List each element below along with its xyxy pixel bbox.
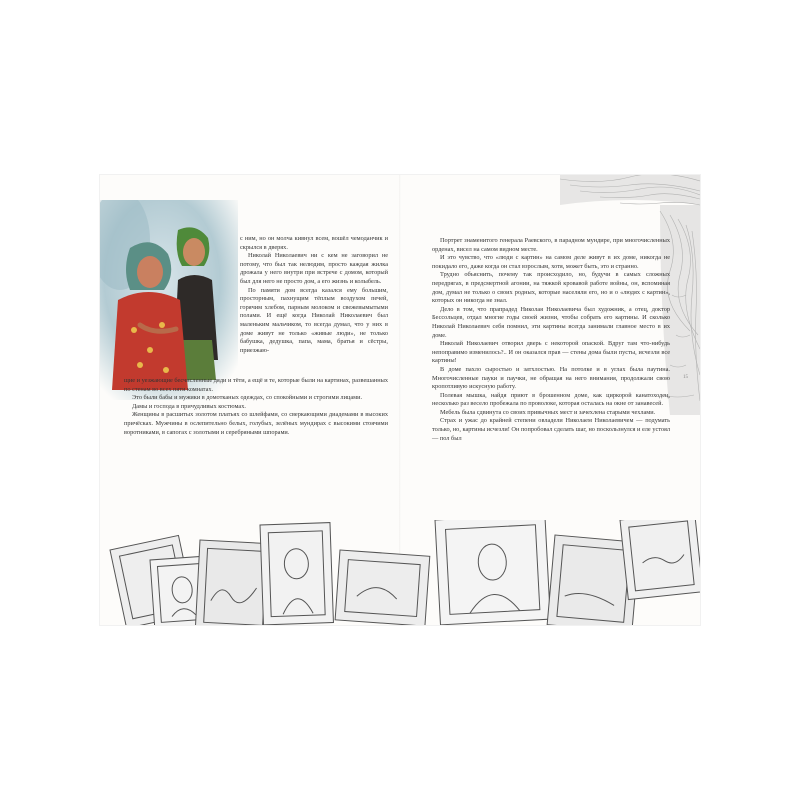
paragraph: И это чувство, что «люди с картин» на самом деле живут в их доме, никогда не покидало его, даже когда он стал взрослым, хотя, может быть, это и странно. — [432, 254, 670, 270]
right-column-text — [432, 237, 670, 443]
women-illustration — [100, 200, 238, 400]
paragraph: Дело в том, что прапрадед Николая Николаевича был художник, а отец, доктор Бессольцев, отдал многие годы своей жизни, чтобы собрать его картины. И сколько Николай Николаевич себя помнил, эти картины всегда занимали главное место в их доме. — [432, 305, 670, 339]
book-spread — [100, 175, 700, 625]
paragraph: Это были бабы и мужики в домотканых одеждах, со спокойными и строгими лицами. — [132, 394, 363, 402]
paragraph: Николай Николаевич ни с кем не заговорил не потому, что был так нелюдим, просто каждая жилка дрожала у него внутри при встрече с домом, который был для него не просто дом, а его жизнь и колыбель. — [240, 252, 388, 285]
left-column-bottom-text — [124, 377, 388, 437]
left-column-top-text — [240, 235, 388, 355]
paragraph: По памяти дом всегда казался ему большим, просторным, пахнущим тёплым воздухом печей, горячим хлебом, парным молоком и свежевымытыми полами. И ещё когда Николай Николаевич был маленьким мальчиком, то всегда думал, что у них в доме живут не только «живые люди», не только бабушка, дедушка, папа, мама, братья и сёстры, приезжаю- — [240, 286, 388, 354]
paragraph: В доме пахло сыростью и затхлостью. На потолке и в углах была паутина. Многочисленные пауки и паучки, не обращая на него внимания, продолжали свою кропотливую искусную работу. — [432, 365, 670, 391]
paragraph: Мебель была сдвинута со своих привычных мест и зачехлена старыми чехлами. — [440, 408, 656, 416]
picture-frames-illustration — [100, 520, 700, 625]
paragraph: с ним, но он молча кивнул всем, вошёл чемоданчик и скрылся в дверях. — [240, 235, 388, 251]
paragraph: Трудно объяснить, почему так происходило, но, будучи в самых сложных передрягах, в предсмертной агонии, на тяжкой кровавой работе войны, он, вспоминая дом, думал не только о своих родных, которые населяли его, но и о «людях с картин», которых он никогда не знал. — [432, 271, 670, 305]
paragraph: Дамы и господа в причудливых костюмах. — [132, 402, 246, 410]
paragraph: Николай Николаевич отворил дверь с некоторой опаской. Вдруг там что-нибудь непоправимо изменилось?.. И он оказался прав — стены дома были пусты, исчезли все картины! — [432, 340, 670, 365]
paragraph: Портрет знаменитого генерала Раевского, в парадном мундире, при многочисленных орденах, висел на самом видном месте. — [432, 237, 670, 253]
paragraph: Женщины в расшитых золотом платьях со шлейфами, со сверкающими диадемами в высоких причёсках. Мужчины в ослепительно белых, голубых, зелёных мундирах с высокими стоячими воротниками, в сапогах с золотыми и серебряными шпорами. — [124, 411, 388, 436]
paragraph: Полевая мышка, найдя приют в брошенном доме, как циркорой канатоходец, несколько раз весело пробежала по проволоке, которая осталась на окне от занавесей. — [432, 391, 670, 408]
paragraph: щие и уезжающие бесчисленные дяди и тёти, а ещё и те, которые были на картинах, развешанных по стенам во всех пяти комнатах. — [124, 377, 388, 393]
page-number: 15 — [683, 375, 688, 380]
paragraph: Страх и ужас до крайней степени овладели Николаем Николаевичем — подумать только, но, картины исчезли! Он попробовал сделать шаг, но поскользнулся и еле устоял — пол был — [432, 417, 670, 442]
